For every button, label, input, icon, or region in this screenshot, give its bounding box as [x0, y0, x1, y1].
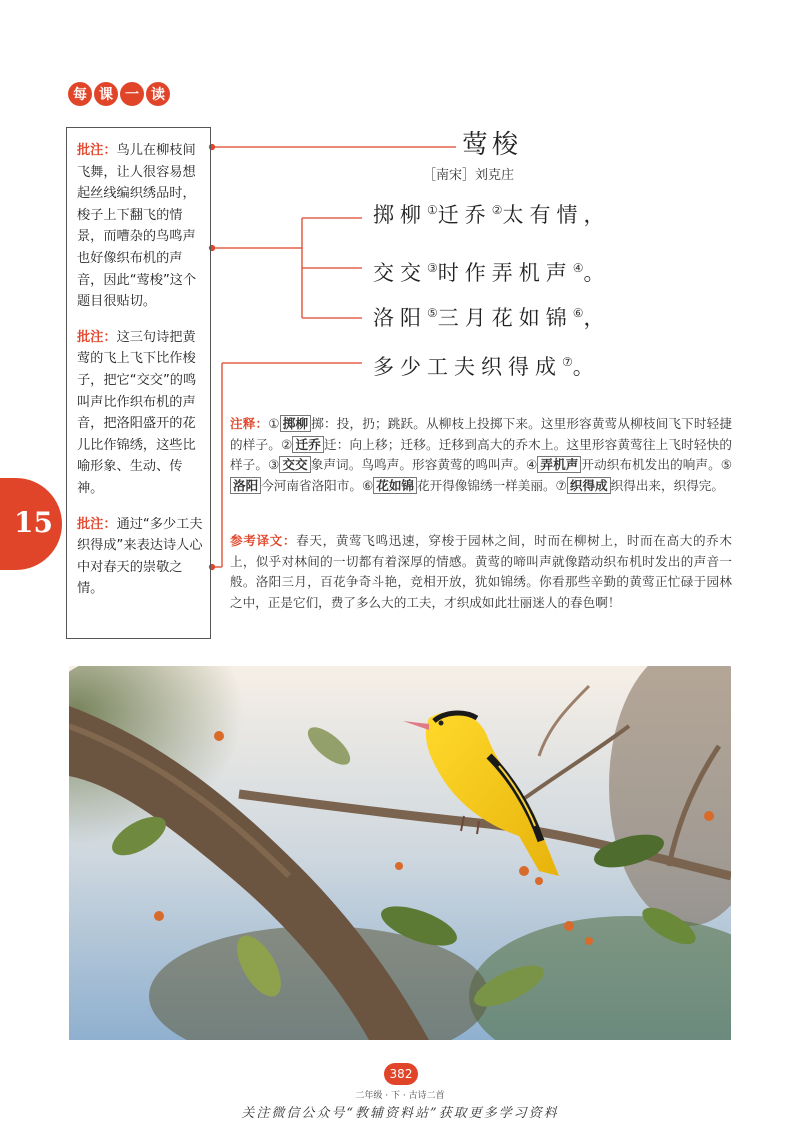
annotation-box	[66, 127, 211, 639]
gloss-term: 迁乔	[292, 436, 324, 453]
oriole-illustration	[69, 666, 731, 1040]
poem-line: 掷柳①迁乔②太有情，	[373, 203, 611, 227]
gloss-term: 洛阳	[230, 477, 261, 494]
oriole-photo	[69, 666, 731, 1040]
gloss-term: 织得成	[567, 477, 611, 494]
glossary: 注释：① 掷柳 掷：投，扔；跳跃。从柳枝上投掷下来。这里形容黄莺从柳枝间飞下时轻捷的样子。② 迁乔 迁：向上移；迁移。迁移到高大的乔木上。这里形容黄莺往上飞时轻快的样子。③ 交交 象声词。鸟鸣声。形容黄莺的鸣叫声。④ 弄机声 开动织布机发出的响声。⑤洛阳 今河南省洛阳市。⑥ 花如锦 花开得像锦绣一样美丽。⑦ 织得成 织得出来，织得完。	[230, 416, 733, 493]
annotation-emotion: 批注：通过“多少工夫织得成”来表达诗人心中对春天的崇敬之情。	[77, 516, 203, 597]
poem-line: 洛阳⑤三月花如锦⑥，	[373, 306, 611, 330]
poem-line: 交交③时作弄机声④。	[373, 261, 611, 285]
badge-char: 一	[120, 82, 144, 106]
gloss-term: 花如锦	[373, 477, 417, 494]
poem-author: ［南宋］刘克庄	[423, 168, 515, 183]
page-number: 382	[384, 1063, 418, 1085]
gloss-term: 弄机声	[537, 456, 581, 473]
footer-promo: 关注微信公众号“教辅资料站”获取更多学习资料	[241, 1106, 559, 1121]
poem-title: 莺梭	[462, 130, 523, 160]
lesson-number: 15	[14, 506, 53, 539]
badge-char: 读	[146, 82, 170, 106]
gloss-term: 掷柳	[280, 415, 312, 432]
poem-line: 多少工夫织得成⑦。	[373, 355, 600, 379]
badge-char: 课	[94, 82, 118, 106]
reference-translation: 参考译文：春天，黄莺飞鸣迅速，穿梭于园林之间，时而在柳树上，时而在高大的乔木上，似乎对林间的一切都有着深厚的情感。黄莺的啼叫声就像踏动织布机时发出的声音一般。洛阳三月，百花争奇斗艳，竞相开放，犹如锦绣。你看那些辛勤的黄莺正忙碌于园林之中，正是它们，费了多么大的工夫，才织成如此壮丽迷人的春色啊！	[230, 533, 733, 610]
footer-subtitle: 二年级 · 下 · 古诗二首	[355, 1091, 445, 1101]
badge-char: 每	[68, 82, 92, 106]
annotation-title: 批注：鸟儿在柳枝间飞舞，让人很容易想起丝线编织绣品时，梭子上下翻飞的情景，而嘈杂的鸟鸣声也好像织布机的声音，因此“莺梭”这个题目很贴切。	[77, 143, 197, 310]
gloss-term: 交交	[279, 456, 310, 473]
annotation-metaphor: 批注：这三句诗把黄莺的飞上飞下比作梭子，把它“交交”的鸣叫声比作织布机的声音，把洛阳盛开的花儿比作锦绣，这些比喻形象、生动、传神。	[77, 329, 197, 496]
